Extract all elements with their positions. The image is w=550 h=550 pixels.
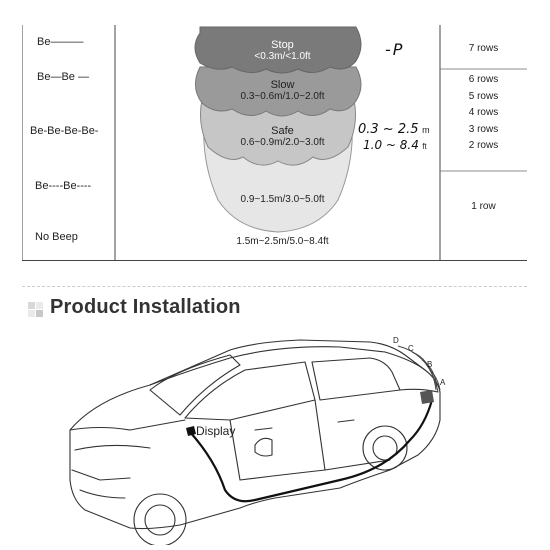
beep-label-none: No Beep: [35, 231, 78, 243]
display-stop-readout: -P: [385, 40, 405, 59]
beep-label-safe: Be-Be-Be-Be-: [30, 125, 99, 137]
zone-stop-range: <0.3m/<1.0ft: [254, 51, 311, 62]
sensor-label-b: B: [427, 360, 433, 369]
rows-mid-item: 3 rows: [468, 123, 499, 135]
display-range-ft-unit: ft: [422, 142, 427, 151]
zone-stop-text: [195, 39, 370, 63]
rows-mid: [440, 72, 527, 155]
sensor-label-c: C: [408, 344, 414, 353]
car-windshield: [150, 355, 240, 415]
display-label: Display: [196, 424, 236, 438]
section-title: Product Installation: [50, 296, 241, 318]
display-range-m: [358, 121, 430, 137]
rows-stop: 7 rows: [468, 43, 499, 54]
rear-sensor-unit: [420, 390, 434, 404]
sensor-label-a: A: [440, 378, 446, 387]
display-range-ft: [363, 138, 427, 152]
section-divider: [22, 286, 527, 287]
car-side-window-rear: [312, 358, 400, 400]
rear-wheel: [363, 426, 407, 470]
wiring-cable: [190, 400, 432, 501]
car-side-window-front: [185, 362, 315, 420]
zone-far-text: [195, 194, 370, 206]
zone-safe-range: 0.6~0.9m/2.0~3.0ft: [240, 137, 325, 148]
display-range-ft-value: 1.0 ~ 8.4: [363, 138, 419, 152]
display-range-m-unit: m: [422, 125, 430, 135]
car-installation-diagram: [40, 330, 510, 545]
title-bullet-icon: [28, 302, 35, 309]
title-bullet-icon: [36, 302, 43, 309]
zone-slow-title: Slow: [270, 79, 295, 91]
front-wheel: [134, 494, 186, 545]
beep-label-stop: Be———: [37, 36, 84, 48]
zone-slow-range: 0.3~0.6m/1.0~2.0ft: [240, 91, 325, 102]
sensor-label-d: D: [393, 336, 399, 345]
zone-safe-text: [195, 125, 370, 149]
beep-label-slow: Be—Be —: [37, 71, 89, 83]
rows-far: 1 row: [471, 201, 496, 212]
zone-stop-title: Stop: [271, 39, 294, 51]
zone-max-text: [195, 236, 370, 248]
zone-far-range: 0.9~1.5m/3.0~5.0ft: [240, 194, 325, 205]
zone-safe-title: Safe: [271, 125, 294, 137]
rows-mid-item: 4 rows: [468, 107, 499, 118]
rows-mid-item: 5 rows: [468, 90, 499, 102]
rows-mid-item: 2 rows: [468, 140, 499, 151]
title-bullet-icon: [36, 310, 43, 317]
car-side-mirror: [255, 438, 272, 456]
beep-label-far: Be----Be----: [35, 180, 92, 192]
zone-max-range: 1.5m~2.5m/5.0~8.4ft: [236, 236, 329, 247]
rows-mid-item: 6 rows: [468, 74, 499, 85]
title-bullet-icon: [28, 310, 35, 317]
sensor-arc-d: [398, 346, 438, 392]
zone-slow-text: [195, 79, 370, 103]
display-range-m-value: 0.3 ~ 2.5: [358, 122, 419, 137]
